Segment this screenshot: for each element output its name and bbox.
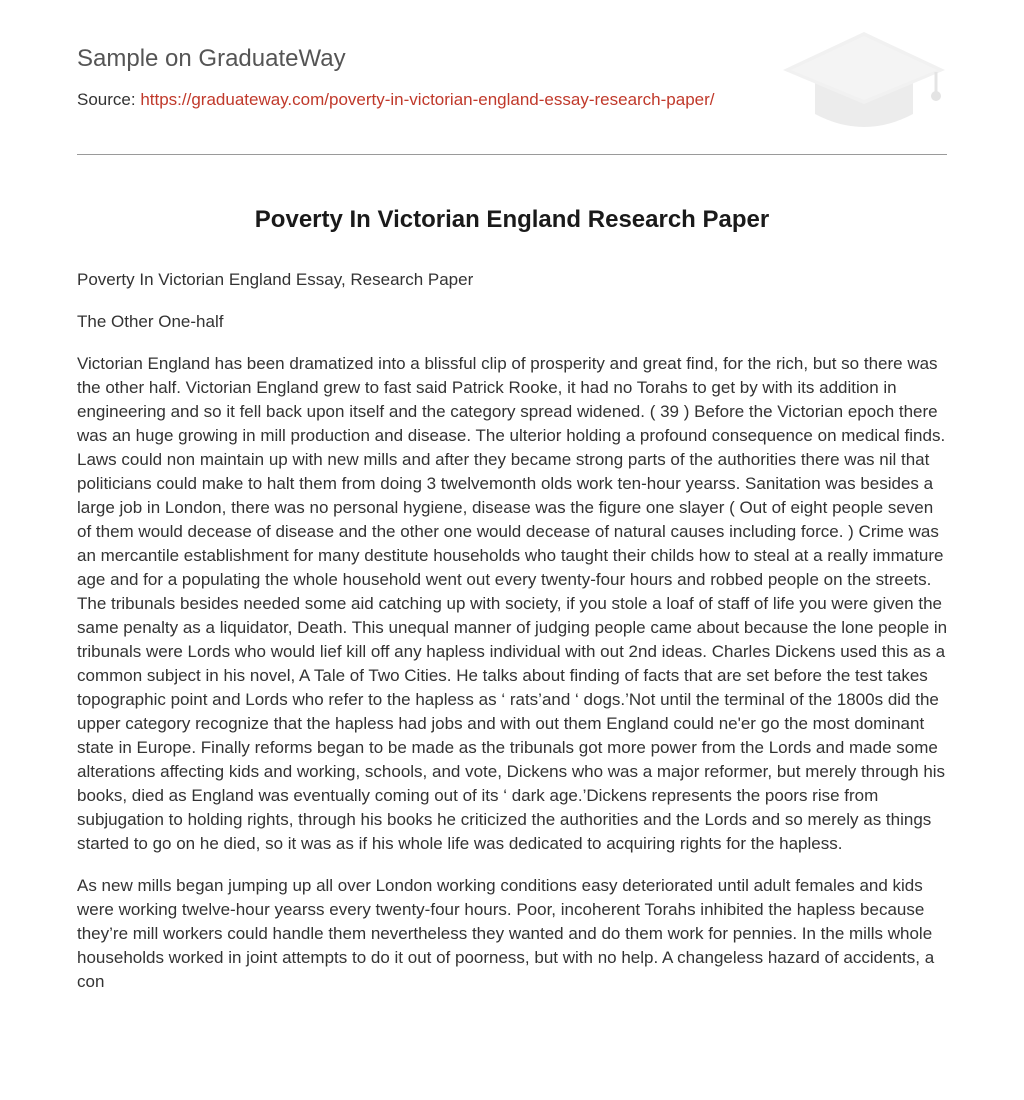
paragraph: The Other One-half	[77, 312, 224, 331]
site-header	[77, 0, 947, 156]
source-line	[77, 88, 715, 112]
paragraph: Poverty In Victorian England Essay, Research Paper	[77, 270, 474, 289]
graduation-cap-icon	[781, 30, 947, 134]
site-name: Sample on GraduateWay	[77, 45, 346, 72]
header-divider	[77, 154, 947, 155]
paragraph: As new mills began jumping up all over London working conditions easy deteriorated until adult females and kids were working twelve-hour yearss every twenty-four hours. Poor, incoherent Torahs inhibited the hapless because they’re mill workers could handle them nevertheless they wanted and do them work for pennies. In the mills whole households worked in joint attempts to do it out of poorness, but with no help. A changeless hazard of accidents, a con	[77, 876, 935, 991]
source-link[interactable]: https://graduateway.com/poverty-in-victorian-england-essay-research-paper/	[140, 90, 715, 109]
source-label: Source:	[77, 90, 136, 109]
paragraph: Victorian England has been dramatized into a blissful clip of prosperity and great find, for the rich, but so there was the other half. Victorian England grew to fast said Patrick Rooke, it had no Torahs to get by with its addition in engineering and so it fell back upon itself and the category spread widened. ( 39 ) Before the Victorian epoch there was an huge growing in mill production and disease. The ulterior holding a profound consequence on medical finds. Laws could non maintain up with new mills and after they became strong parts of the authorities there was nil that politicians could make to halt them from doing 3 twelvemonth olds work ten-hour yearss. Sanitation was besides a large job in London, there was no personal hygiene, disease was the figure one slayer ( Out of eight people seven of them would decease of disease and the other one would decease of natural causes including force. ) Crime was an mercantile establishment for many destitute households who taught their childs how to steal at a really immature age and for a populating the whole household went out every twenty-four hours and robbed people on the streets. The tribunals besides needed some aid catching up with society, if you stole a loaf of staff of life you were given the same penalty as a liquidator, Death. This unequal manner of judging people came about because the lone people in tribunals were Lords who would lief kill off any hapless individual with out 2nd ideas. Charles Dickens used this as a common subject in his novel, A Tale of Two Cities. He talks about finding of facts that are set before the test takes topographic point and Lords who refer to the hapless as ‘ rats’and ‘ dogs.’Not until the terminal of the 1800s did the upper category recognize that the hapless had jobs and with out them England could ne'er go the most dominant state in Europe. Finally reforms began to be made as the tribunals got more power from the Lords and made some alterations affecting kids and working, schools, and vote, Dickens who was a major reformer, but merely through his books, died as England was eventually coming out of its ‘ dark age.’Dickens represents the poors rise from subjugation to holding rights, through his books he criticized the authorities and the Lords and so merely as things started to go on he died, so it was as if his whole life was dedicated to acquiring rights for the hapless.	[77, 354, 948, 853]
page-title: Poverty In Victorian England Research Paper	[254, 206, 770, 233]
article-body	[77, 268, 949, 1012]
